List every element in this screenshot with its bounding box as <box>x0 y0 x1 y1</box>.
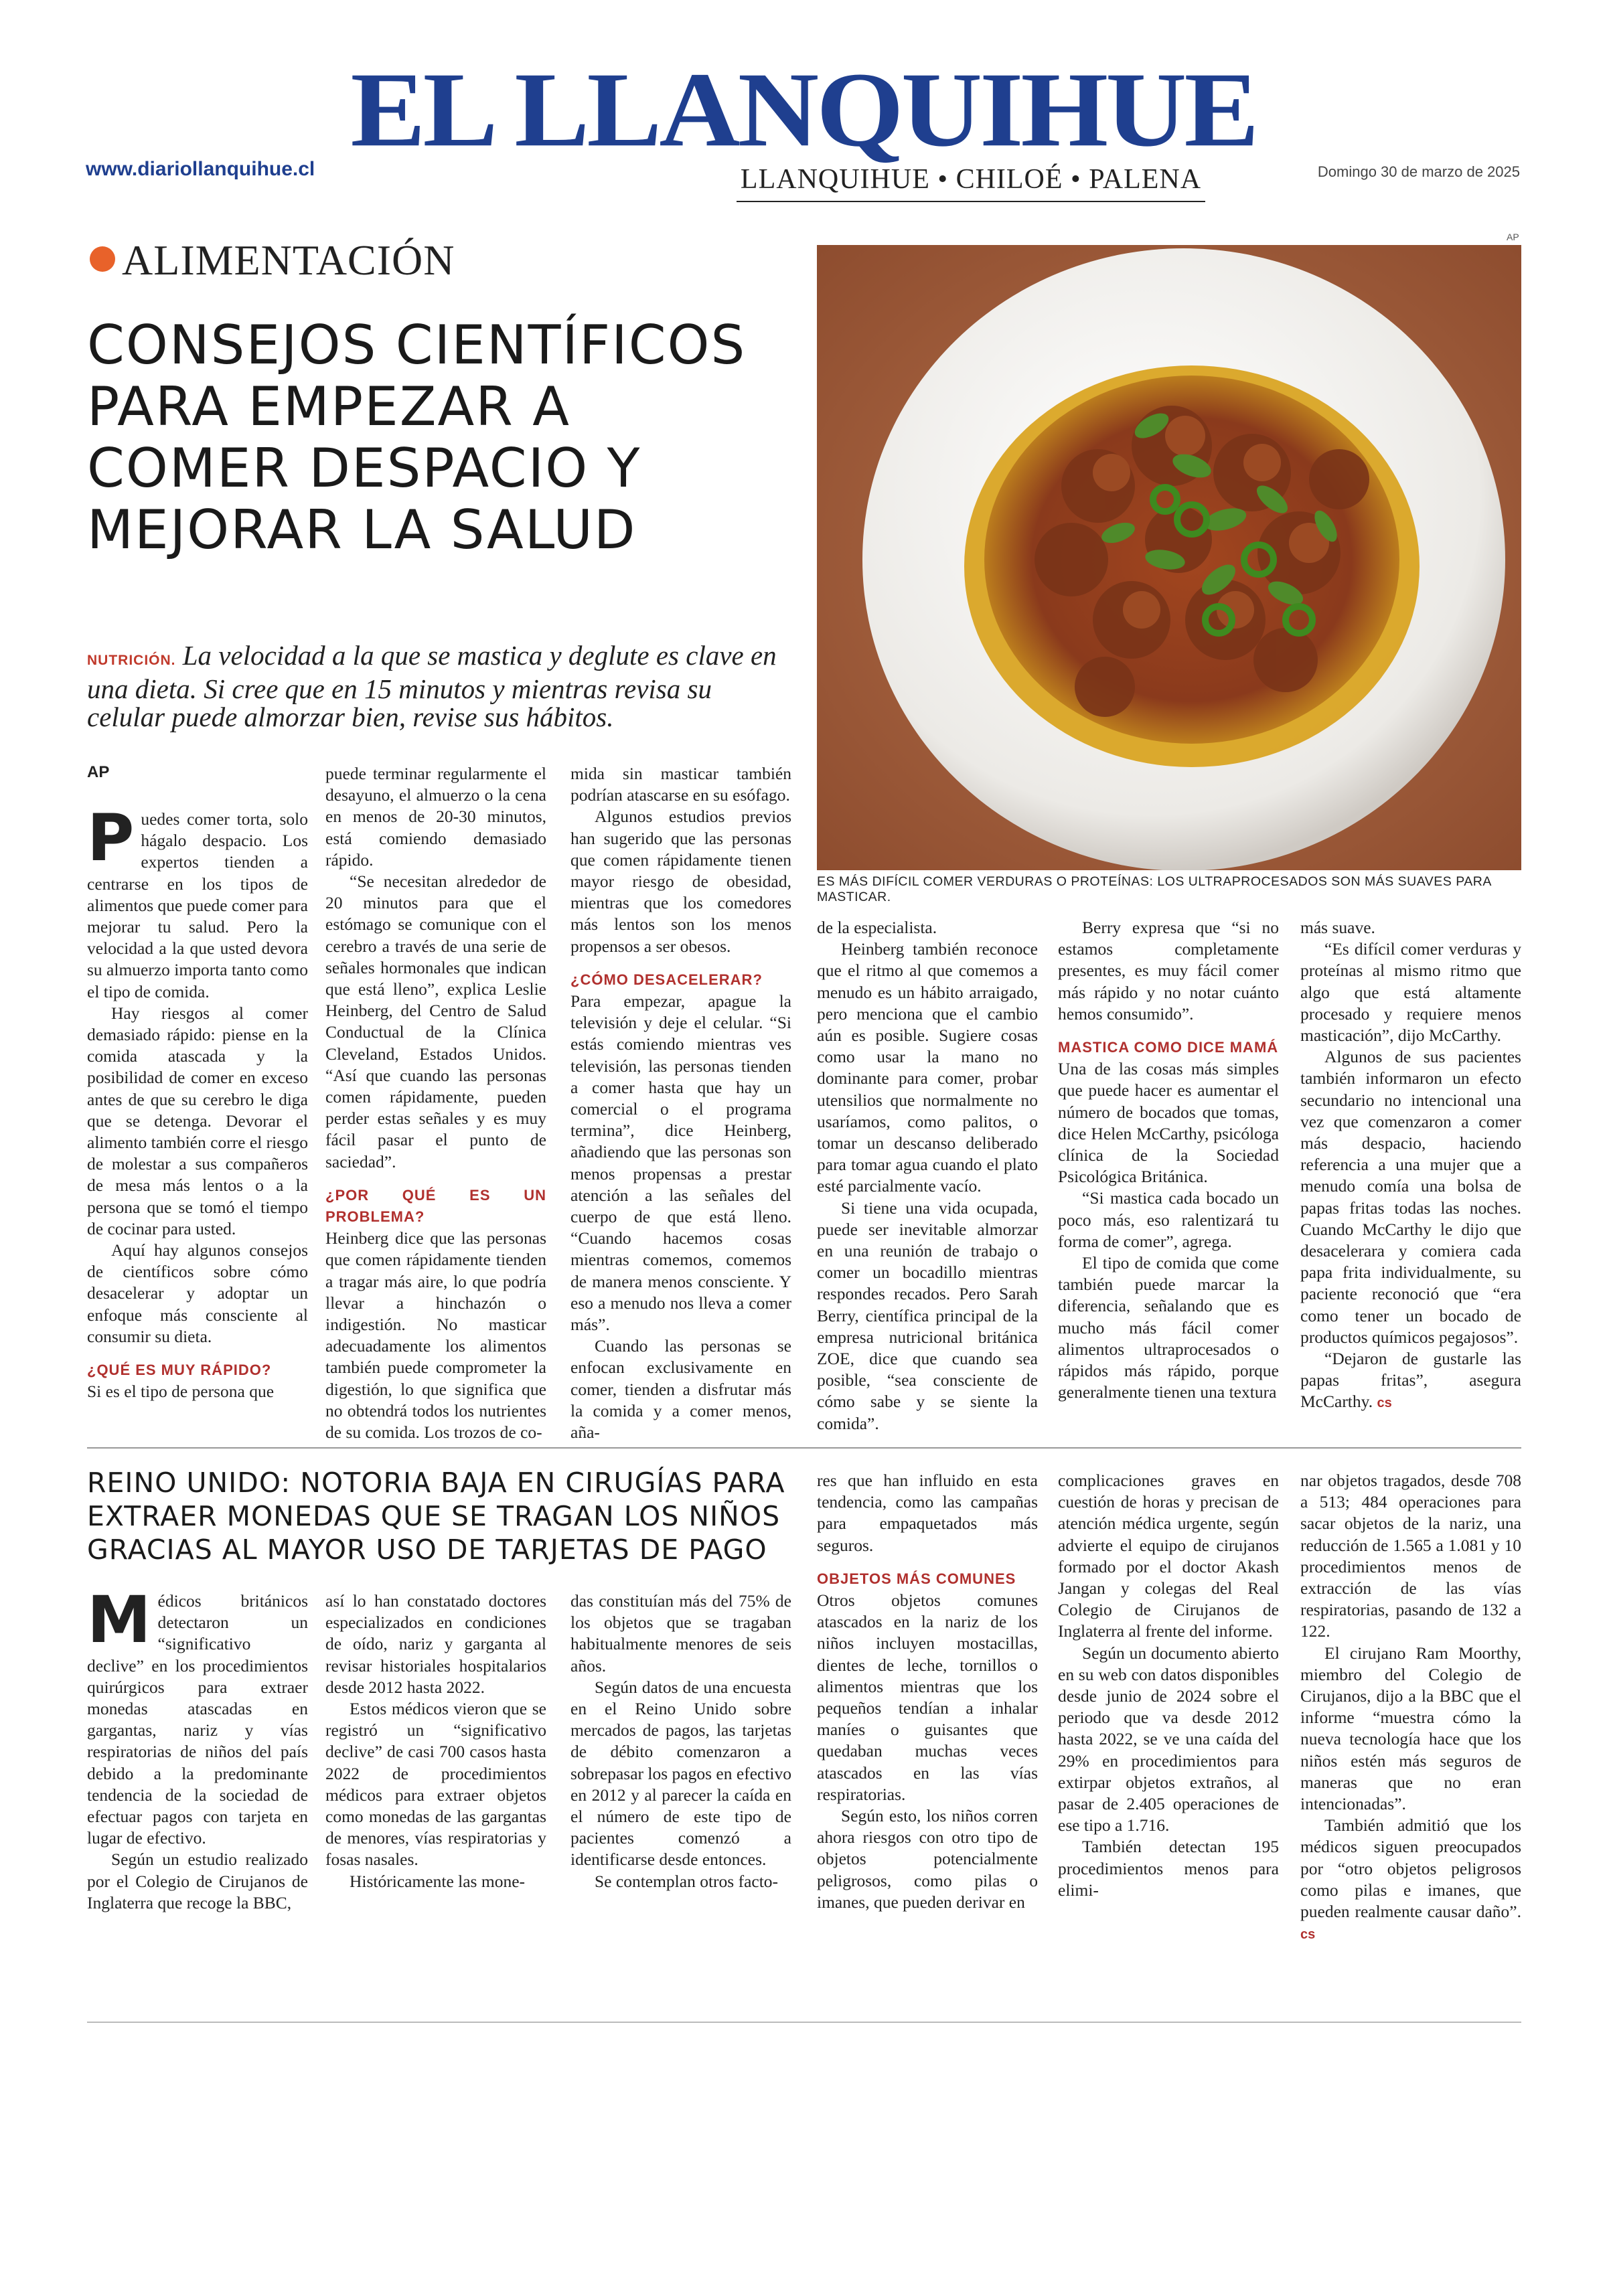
paragraph: También admitió que los médicos siguen preocupados por “otro objetos peligrosos como pilas e imanes, que pueden realmente causar daño”. cs <box>1300 1815 1521 1943</box>
article-column-2 <box>325 763 546 1443</box>
regions-line: LLANQUIHUE • CHILOÉ • PALENA <box>740 164 1202 195</box>
subhead: ¿QUÉ ES MUY RÁPIDO? <box>87 1362 272 1379</box>
paragraph: Se contemplan otros facto- <box>595 1871 779 1891</box>
paragraph: complicaciones graves en cuestión de horas y precisan de atención médica urgente, según advierte el equipo de cirujanos formado por el doctor Akash Jangan y colegas del Real Colegio de Cirujanos de Inglaterra al frente del informe. <box>1058 1471 1279 1641</box>
paragraph: puede terminar regularmente el desayuno, el almuerzo o la cena en menos de 20-30 minutos, está comiendo demasiado rápido. <box>325 764 546 870</box>
paragraph: Si tiene una vida ocupada, puede ser inevitable almorzar en una reunión de trabajo o comer un bocadillo mientras respondes recados. Pero Sarah Berry, científica principal de la empresa nutricional británica ZOE, dice que cuando sea posible, “sea consciente de cómo sabe y se siente la comida”. <box>817 1198 1038 1433</box>
drop-cap: M <box>87 1582 151 1657</box>
paragraph: “Es difícil comer verduras y proteínas al mismo ritmo que algo que está altamente procesado y requiere menos masticación”, dijo McCarthy. <box>1300 939 1521 1046</box>
deck-text: La velocidad a la que se mastica y deglute es clave en una dieta. Si cree que en 15 minutos y mientras revisa su celular puede almorzar bien, revise sus hábitos. <box>87 640 777 732</box>
deck-kicker: NUTRICIÓN. <box>87 653 176 668</box>
paragraph: Según datos de una encuesta en el Reino Unido sobre mercados de pagos, las tarjetas de débito comenzaron a sobrepasar los pagos en efectivo en 2012 y al parecer la caída en el número de este tipo de pacientes comenzó a identificarse desde entonces. <box>570 1677 791 1870</box>
paragraph: Una de las cosas más simples que puede hacer es aumentar el número de bocados que tomas, dice Helen McCarthy, psicóloga clínica de la Sociedad Psicológica Británica. <box>1058 1059 1279 1187</box>
paragraph: Médicos británicos detectaron un “significativo declive” en los procedimientos quirúrgicos para extraer monedas atascadas en gargantas, nariz y vías respiratorias de niños del país debido a la predominante tendencia de la sociedad de efectuar pagos con tarjeta en lugar de efectivo. <box>87 1582 308 1848</box>
paragraph: de la especialista. <box>817 918 937 937</box>
paragraph: más suave. <box>1300 918 1375 937</box>
photo-caption: ES MÁS DIFÍCIL COMER VERDURAS O PROTEÍNAS: LOS ULTRAPROCESADOS SON MÁS SUAVES PARA MASTICAR. <box>817 874 1491 904</box>
paragraph: das constituían más del 75% de los objetos que se tragaban habitualmente menores de seis años. <box>570 1591 791 1675</box>
website-link[interactable]: www.diariollanquihue.cl <box>86 158 315 180</box>
article-headline-2: REINO UNIDO: NOTORIA BAJA EN CIRUGÍAS PARA EXTRAER MONEDAS QUE SE TRAGAN LOS NIÑOS GRACIAS AL MAYOR USO DE TARJETAS DE PAGO <box>87 1467 785 1566</box>
paragraph: res que han influido en esta tendencia, como las campañas para empaquetados más seguros. <box>817 1471 1038 1555</box>
paragraph: Según un documento abierto en su web con datos disponibles desde junio de 2024 sobre el periodo que va desde 2012 hasta 2022, se ve una caída del 29% en procedimientos para extirpar objetos extraños, al pasar de 2.405 operaciones de ese tipo a 1.716. <box>1058 1643 1279 1835</box>
end-mark-icon: cs <box>1377 1396 1392 1411</box>
page-bottom-rule <box>87 2022 1521 2023</box>
subhead: OBJETOS MÁS COMUNES <box>817 1570 1016 1587</box>
paragraph: Cuando las personas se enfocan exclusivamente en comer, tienden a disfrutar más la comida y a comer menos, aña- <box>570 1336 791 1443</box>
paragraph: Hay riesgos al comer demasiado rápido: piense en la comida atascada y la posibilidad de comer en exceso antes de que su cerebro le diga que se detenga. Devorar el alimento también corre el riesgo de molestar a sus compañeros de mesa más lentos o a la persona que se tomó el tiempo de cocinar para usted. <box>87 1003 308 1238</box>
paragraph: mida sin masticar también podrían atascarse en su esófago. <box>570 764 791 805</box>
issue-date: Domingo 30 de marzo de 2025 <box>1317 163 1520 180</box>
paragraph: El tipo de comida que come también puede marcar la diferencia, señalando que es mucho más fácil comer alimentos ultraprocesados o rápidos más rápido, porque generalmente tienen una textura <box>1058 1253 1279 1402</box>
article2-column-3 <box>570 1590 791 1892</box>
paragraph: Aquí hay algunos consejos de científicos sobre cómo desacelerar y adoptar un enfoque más consciente al consumir su dieta. <box>87 1240 308 1346</box>
paragraph: Según esto, los niños corren ahora riesgos con otro tipo de objetos potencialmente peligrosos, como pilas o imanes, que pueden derivar en <box>817 1806 1038 1912</box>
paragraph: Otros objetos comunes atascados en la nariz de los niños incluyen mostacillas, dientes de leche, tornillos o alimentos mientras que los pequeños tendían a inhalar maníes o guisantes que quedaban muchas veces atascados en las vías respiratorias. <box>817 1590 1038 1804</box>
article2-column-1 <box>87 1582 308 1914</box>
article-deck <box>87 641 790 731</box>
article-column-4 <box>817 917 1038 1434</box>
article2-column-2 <box>325 1590 546 1892</box>
paragraph: Berry expresa que “si no estamos completamente presentes, es muy fácil comer más rápido y no notar cuánto hemos consumido”. <box>1058 918 1279 1023</box>
end-mark-icon: cs <box>1300 1927 1316 1943</box>
article-divider <box>87 1447 1521 1449</box>
section-dot-icon <box>90 246 115 272</box>
paragraph: “Si mastica cada bocado un poco más, eso ralentizará tu forma de comer”, agrega. <box>1058 1188 1279 1251</box>
paragraph: Para empezar, apague la televisión y deje el celular. “Si estás comiendo mientras ves televisión, las personas tienden a comer hasta que hay un comercial o el programa termina”, dice Heinberg, añadiendo que las personas son menos propensas a prestar atención a las señales del cuerpo de que está lleno. “Cuando hacemos cosas mientras comemos, comemos de manera menos consciente. Y eso a menudo nos lleva a comer más”. <box>570 991 791 1335</box>
article-headline: CONSEJOS CIENTÍFICOS PARA EMPEZAR A COMER DESPACIO Y MEJORAR LA SALUD <box>87 314 747 561</box>
subhead: ¿POR QUÉ ES UN PROBLEMA? <box>325 1186 546 1226</box>
paragraph: Puedes comer torta, solo hágalo despacio. Los expertos tienden a centrarse en los tipos de alimentos que puede comer para mejorar tu salud. Pero la velocidad a la que usted devora su almuerzo importa tanto como el tipo de comida. <box>87 801 308 1001</box>
paragraph: Heinberg también reconoce que el ritmo al que comemos a menudo es un hábito arraigado, pero menciona que el cambio aún es posible. Sugiere cosas como usar la mano no dominante para comer, probar utensilios que normalmente no usaríamos, como palitos, o tomar un descanso deliberado para tomar agua cuando el plato esté parcialmente vacío. <box>817 939 1038 1196</box>
article2-column-5 <box>1058 1470 1279 1901</box>
paragraph: Históricamente las mone- <box>350 1871 525 1891</box>
food-photo <box>817 245 1521 870</box>
paragraph: El cirujano Ram Moorthy, miembro del Colegio de Cirujanos, dijo a la BBC que el informe “muestra cómo la nueva tecnología hace que los niños estén más seguros de maneras que no eran intencionadas”. <box>1300 1643 1521 1814</box>
article-column-3 <box>570 763 791 1443</box>
drop-cap: P <box>87 801 135 876</box>
paragraph: Heinberg dice que las personas que comen rápidamente tienden a tragar más aire, lo que podría llevar a hinchazón o indigestión. No masticar adecuadamente los alimentos también puede comprometer la digestión, lo que significa que no obtendrá todos los nutrientes de su comida. Los trozos de co- <box>325 1228 546 1443</box>
section-tag: ALIMENTACIÓN <box>122 236 455 284</box>
subhead: MASTICA COMO DICE MAMÁ <box>1058 1039 1279 1056</box>
article2-column-4 <box>817 1470 1038 1913</box>
paragraph: nar objetos tragados, desde 708 a 513; 484 operaciones para sacar objetos de la nariz, una reducción de 1.565 a 1.081 y 10 procedimientos menos de extracción de las vías respiratorias, pasando de 132 a 122. <box>1300 1471 1521 1641</box>
paragraph: Estos médicos vieron que se registró un “significativo declive” de casi 700 casos hasta 2022 de procedimientos médicos para extraer objetos como monedas de las gargantas de menores, vías respiratorias y fosas nasales. <box>325 1699 546 1870</box>
article2-column-6 <box>1300 1470 1521 1945</box>
article-column-5 <box>1058 917 1279 1403</box>
masthead-rule <box>737 201 1205 202</box>
paragraph: Algunos de sus pacientes también informaron un efecto secundario no intencional una vez que comenzaron a comer más despacio, haciendo referencia a una mujer que a menudo comía una bolsa de papas fritas todas las noches. Cuando McCarthy le dijo que desacelerara y comiera cada papa frita individualmente, su paciente reconoció que “era como tener un bocado de productos químicos pegajosos”. <box>1300 1047 1521 1347</box>
paragraph: así lo han constatado doctores especializados en condiciones de oído, nariz y garganta al revisar historiales hospitalarios desde 2012 hasta 2022. <box>325 1591 546 1697</box>
photo-credit: AP <box>1507 232 1519 242</box>
paragraph: También detectan 195 procedimientos menos para elimi- <box>1058 1837 1279 1900</box>
byline: AP <box>87 763 110 781</box>
article-column-1 <box>87 801 308 1402</box>
subhead: ¿CÓMO DESACELERAR? <box>570 971 763 988</box>
paragraph: Algunos estudios previos han sugerido que las personas que comen rápidamente tienen mayor riesgo de obesidad, mientras que los comedores más lentos son los menos propensos a ser obesos. <box>570 807 791 956</box>
paragraph: Si es el tipo de persona que <box>87 1382 275 1402</box>
article-column-6 <box>1300 917 1521 1414</box>
paragraph: “Dejaron de gustarle las papas fritas”, asegura McCarthy. cs <box>1300 1349 1521 1412</box>
newspaper-title: EL LLANQUIHUE <box>350 50 1257 169</box>
paragraph: Según un estudio realizado por el Colegio de Cirujanos de Inglaterra que recoge la BBC, <box>87 1850 308 1912</box>
paragraph: “Se necesitan alrededor de 20 minutos para que el estómago se comunique con el cerebro a través de una serie de señales hormonales que indican que está lleno”, explica Leslie Heinberg, del Centro de Salud Conductual de la Clínica Cleveland, Estados Unidos. “Así que cuando las personas comen rápidamente, pueden perder estas señales y es muy fácil pasar el punto de saciedad”. <box>325 872 546 1171</box>
